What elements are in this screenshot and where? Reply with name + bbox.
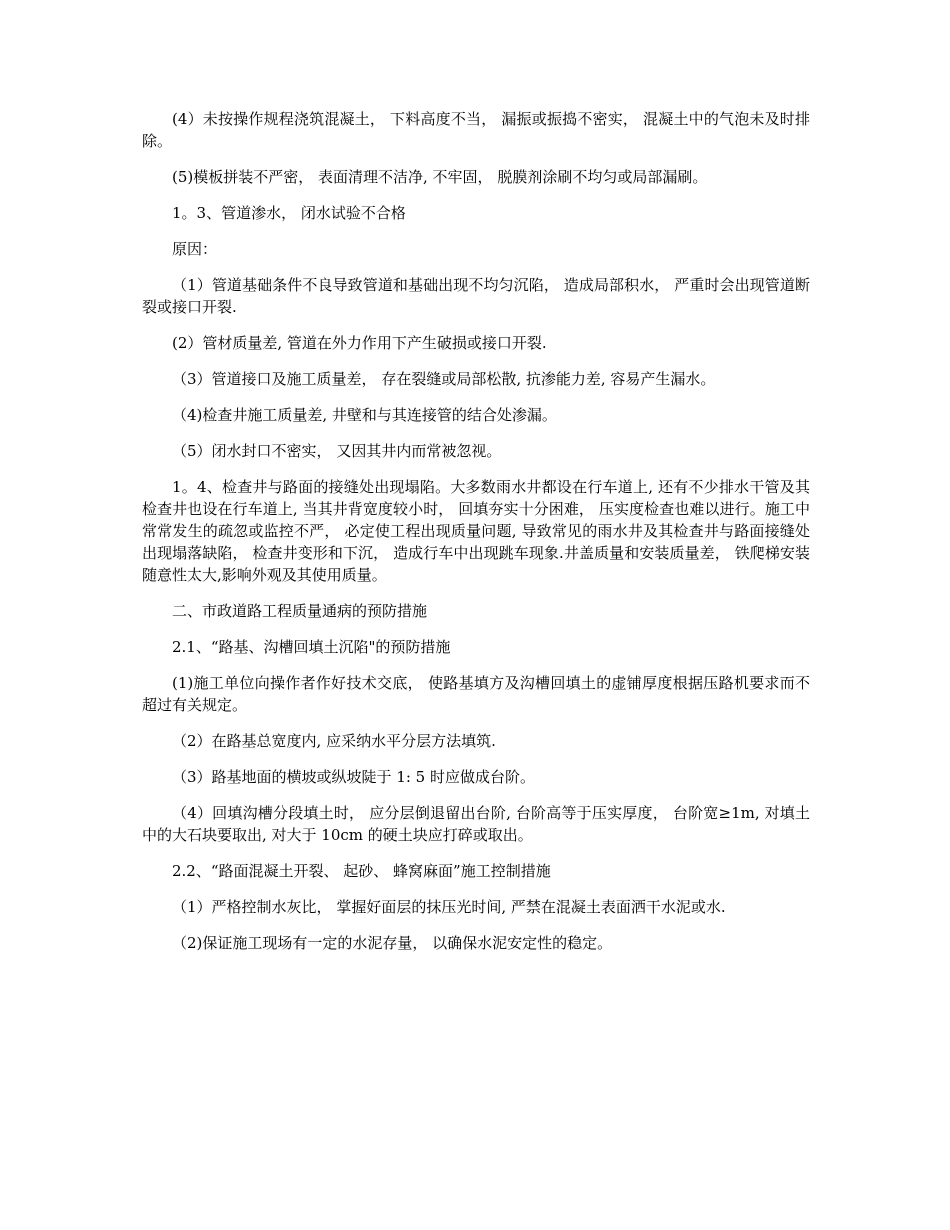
paragraph: （1）严格控制水灰比， 掌握好面层的抹压光时间, 严禁在混凝土表面洒干水泥或水. bbox=[172, 898, 726, 916]
document-body bbox=[142, 108, 810, 968]
paragraph: （4)检查井施工质量差, 井壁和与其连接管的结合处渗漏。 bbox=[172, 406, 557, 424]
paragraph: （2）在路基总宽度内, 应采纳水平分层方法填筑. bbox=[172, 732, 496, 750]
paragraph: （5）闭水封口不密实， 又因其井内而常被忽视。 bbox=[172, 442, 502, 460]
paragraph: (5)模板拼装不严密， 表面清理不洁净, 不牢固， 脱膜剂涂刷不均匀或局部漏刷。 bbox=[172, 168, 708, 186]
section-heading: 二、市政道路工程质量通病的预防措施 bbox=[172, 602, 428, 620]
paragraph: (1)施工单位向操作者作好技术交底， 使路基填方及沟槽回填土的虚铺厚度根据压路机要求而不超过有关规定。 bbox=[142, 674, 810, 714]
paragraph: （3）管道接口及施工质量差， 存在裂缝或局部松散, 抗渗能力差, 容易产生漏水。 bbox=[172, 370, 716, 388]
section-heading: 1。3、管道渗水， 闭水试验不合格 bbox=[172, 204, 406, 222]
paragraph: （3）路基地面的横坡或纵坡陡于 1: 5 时应做成台阶。 bbox=[172, 768, 535, 786]
paragraph: 原因： bbox=[172, 240, 218, 258]
paragraph: （2)保证施工现场有一定的水泥存量， 以确保水泥安定性的稳定。 bbox=[172, 934, 613, 952]
paragraph: （4）回填沟槽分段填土时， 应分层倒退留出台阶, 台阶高等于压实厚度， 台阶宽≥1m, 对填土中的大石块要取出, 对大于 10cm 的硬土块应打碎或取出。 bbox=[142, 804, 810, 844]
paragraph: (4）未按操作规程浇筑混凝土， 下料高度不当， 漏振或振捣不密实， 混凝土中的气泡未及时排除。 bbox=[142, 110, 810, 150]
paragraph: (2）管材质量差, 管道在外力作用下产生破损或接口开裂. bbox=[172, 334, 547, 352]
section-heading: 2.1、“路基、沟槽回填土沉陷"的预防措施 bbox=[172, 638, 451, 656]
section-heading: 2.2、“路面混凝土开裂、 起砂、 蜂窝麻面”施工控制措施 bbox=[172, 862, 551, 880]
paragraph: 1。4、检查井与路面的接缝处出现塌陷。大多数雨水井都设在行车道上, 还有不少排水干管及其检查井也设在行车道上, 当其井背宽度较小时， 回填夯实十分困难， 压实度检查也难以进行。施工中常常发生的疏忽或监控不严， 必定使工程出现质量问题, 导致常见的雨水井及其检查井与路面接缝处出现塌落缺陷， 检查井变形和下沉， 造成行车中出现跳车现象.井盖质量和安装质量差， 铁爬梯安装随意性太大,影响外观及其使用质量。 bbox=[142, 478, 810, 584]
paragraph: （1）管道基础条件不良导致管道和基础出现不均匀沉陷， 造成局部积水， 严重时会出现管道断裂或接口开裂. bbox=[142, 276, 810, 316]
